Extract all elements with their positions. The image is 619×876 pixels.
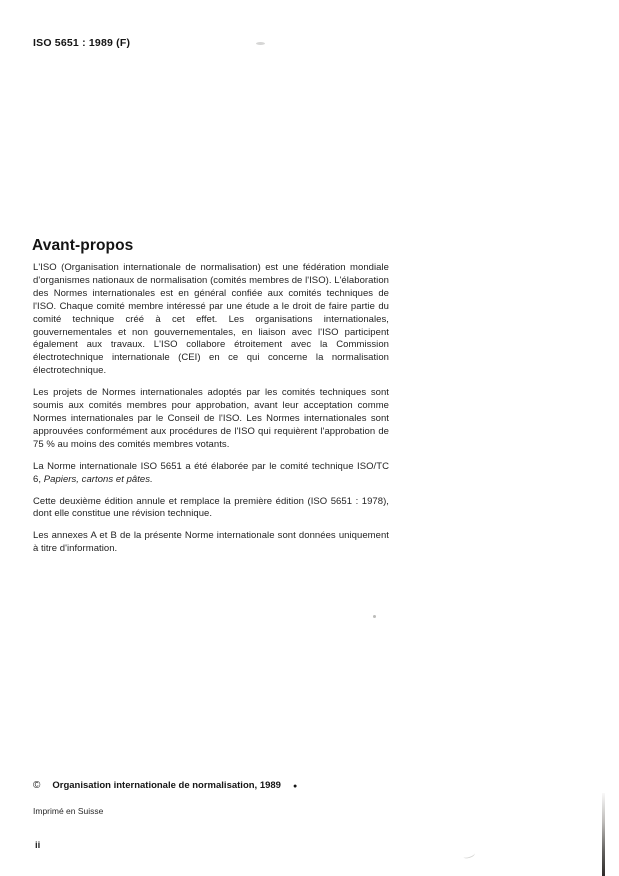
- document-reference: ISO 5651 : 1989 (F): [33, 37, 131, 49]
- bullet-icon: ●: [292, 782, 298, 790]
- foreword-title: Avant-propos: [32, 237, 134, 254]
- paragraph-draft-approval: Les projets de Normes internationales adoptés par les comités techniques sont soumis aux comités membres pour approbation, avant leur acceptation comme Normes internationales par le Conseil de l'ISO. Les Normes internationales sont approuvées conformément aux procédures de l'ISO qui requièrent l'approbation de 75 % au moins des comités membres votants.: [33, 387, 389, 450]
- scan-artifact-speck: [373, 615, 376, 618]
- copyright-text: Organisation internationale de normalisation, 1989: [52, 780, 281, 791]
- scan-artifact-line: [602, 793, 605, 876]
- committee-name-italic: Papiers, cartons et pâtes.: [43, 473, 153, 485]
- scan-artifact-speck: [462, 850, 475, 859]
- paragraph-technical-committee: [33, 461, 389, 487]
- paragraph-iso-federation: L'ISO (Organisation internationale de normalisation) est une fédération mondiale d'organismes nationaux de normalisation (comités membres de l'ISO). L'élaboration des Normes internationales est en général confiée aux comités techniques de l'ISO. Chaque comité membre intéressé par une étude a le droit de faire partie du comité technique créé à cet effet. Les organisations internationales, gouvernementales et non gouvernementales, en liaison avec l'ISO participent également aux travaux. L'ISO collabore étroitement avec la Commission électrotechnique internationale (CEI) en ce qui concerne la normalisation électrotechnique.: [33, 262, 389, 377]
- copyright-icon: ©: [33, 780, 41, 791]
- paragraph-second-edition: Cette deuxième édition annule et remplace la première édition (ISO 5651 : 1978), dont elle constitue une révision technique.: [33, 495, 389, 520]
- scan-artifact-speck: [256, 42, 265, 45]
- printed-in-note: Imprimé en Suisse: [33, 806, 104, 816]
- committee-sentence: La Norme internationale ISO 5651 a été élaborée par le comité technique ISO/TC 6,: [33, 460, 389, 485]
- foreword-body: [33, 262, 389, 565]
- paragraph-annexes: Les annexes A et B de la présente Norme internationale sont données uniquement à titre d'information.: [33, 530, 389, 555]
- page-number: ii: [35, 840, 41, 851]
- copyright-line: [33, 780, 297, 791]
